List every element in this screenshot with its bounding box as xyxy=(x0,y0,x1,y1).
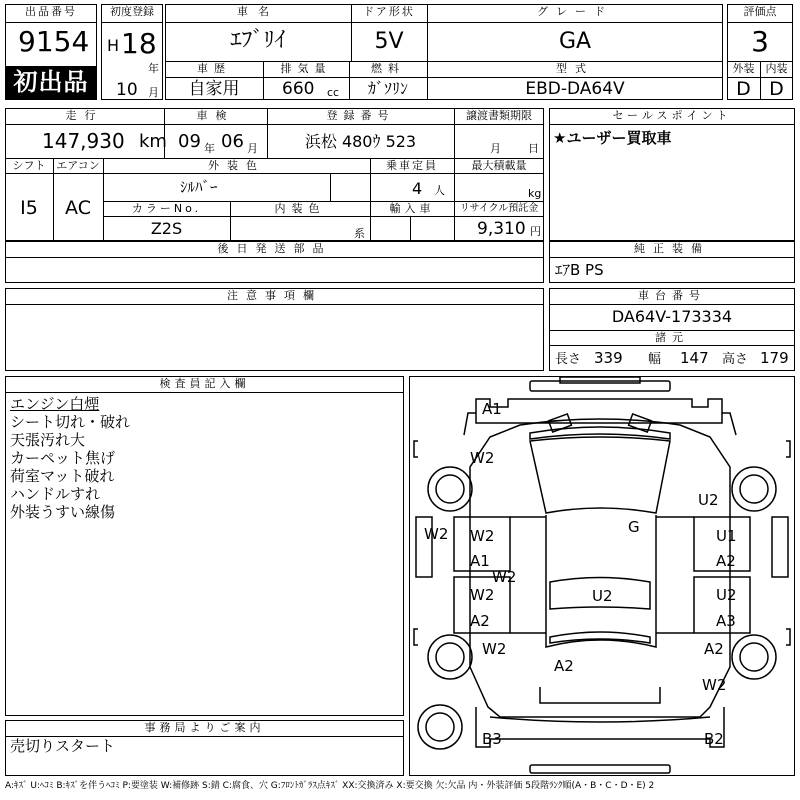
ext-color: ｼﾙﾊﾞｰ xyxy=(180,178,218,196)
front-right-wheel xyxy=(732,467,776,511)
rear-right-wheel xyxy=(732,635,776,679)
door-label: ドア形状 xyxy=(363,5,415,18)
inspector-note: ハンドルすれ xyxy=(10,485,101,503)
mark-right-front-door-2: A2 xyxy=(716,552,736,570)
later-parts-label: 後日発送部品 xyxy=(217,242,332,255)
rear-left-wheel xyxy=(428,635,472,679)
grade-label: グレード xyxy=(537,5,613,18)
length-label: 長さ xyxy=(555,352,582,367)
inspection-year-unit: 年 xyxy=(204,142,215,155)
ac-label: エアコン xyxy=(56,159,100,172)
lot-number: 9154 xyxy=(18,25,90,58)
legend: A:ｷｽﾞ U:ﾍｺﾐ B:ｷｽﾞを伴うﾍｺﾐ P:要塗装 W:補修跡 S:錆 C:腐食、穴 G:ﾌﾛﾝﾄｶﾞﾗｽ点ｷｽﾞ XX:交換済み X:要交換 欠:欠品 内・外装評価 5段階ﾗﾝｸ順(A・B・C・D・E) 2 xyxy=(5,781,655,791)
mark-left-front-door-2: A1 xyxy=(470,552,490,570)
chassis-label: 車台番号 xyxy=(638,289,706,302)
cabin-shape xyxy=(530,437,670,513)
month-unit: 月 xyxy=(148,86,159,99)
width-value: 147 xyxy=(680,349,709,367)
year-unit: 年 xyxy=(148,62,159,75)
history-label: 車歴 xyxy=(197,62,231,75)
load-label: 最大積載量 xyxy=(471,159,527,172)
fuel: ｶﾞｿﾘﾝ xyxy=(367,79,408,98)
plate-number: 浜松 480ｳ 523 xyxy=(304,132,417,151)
mark-roof: U2 xyxy=(592,587,613,605)
mark-left-sill: W2 xyxy=(492,568,517,586)
spare-wheel xyxy=(418,705,462,749)
displacement-label: 排気量 xyxy=(280,62,332,75)
mark-left-rear-door-1: W2 xyxy=(470,586,495,604)
displacement: 660 xyxy=(282,79,315,99)
air-conditioner: AC xyxy=(65,197,91,219)
exterior-label: 外装 xyxy=(732,62,755,75)
load-unit: kg xyxy=(528,187,542,200)
inspector-note: シート切れ・破れ xyxy=(10,413,131,431)
transfer-day-unit: 日 xyxy=(528,142,539,155)
rear-bumper-shape xyxy=(530,765,670,773)
int-color-unit: 系 xyxy=(354,227,365,240)
chassis-number: DA64V-173334 xyxy=(611,307,733,326)
sales-point: ★ユーザー買取車 xyxy=(553,129,672,147)
mark-right-rear-fender: A2 xyxy=(704,640,724,658)
mark-rear-right: B2 xyxy=(704,730,724,748)
width-label: 幅 xyxy=(648,352,662,367)
mileage-grid xyxy=(5,108,544,241)
int-color-label: 内装色 xyxy=(274,202,326,215)
recycle-label: リサイクル預託金 xyxy=(459,203,539,214)
interior-grade: D xyxy=(769,78,784,100)
length-value: 339 xyxy=(594,349,623,367)
interior-label: 内装 xyxy=(765,62,788,75)
mark-front-right-fender: U2 xyxy=(698,491,719,509)
car-name-label: 車名 xyxy=(237,5,279,18)
grade: GA xyxy=(558,29,592,54)
inspector-notes xyxy=(10,395,130,521)
exterior-grade: D xyxy=(736,78,751,100)
first-reg-month: 10 xyxy=(116,80,138,100)
displacement-unit: cc xyxy=(327,86,340,99)
mark-right-front-door-1: U1 xyxy=(716,527,737,545)
first-listing-badge: 初出品 xyxy=(6,66,96,99)
equipment-label: 純正装備 xyxy=(634,242,710,255)
car-name: ｴﾌﾞﾘｲ xyxy=(230,28,286,53)
inspection-month: 06 xyxy=(221,131,244,152)
plate-label: 登録番号 xyxy=(326,109,395,122)
transfer-label: 譲渡書類期限 xyxy=(466,109,532,122)
mark-rear-left: B3 xyxy=(482,730,502,748)
door-type: 5V xyxy=(374,29,404,54)
sales-point-box xyxy=(549,108,795,241)
import-label: 輸入車 xyxy=(389,202,435,215)
score: 3 xyxy=(751,25,769,58)
history: 自家用 xyxy=(188,79,240,99)
color-number: Z2S xyxy=(150,219,183,238)
mark-left-rear-fender: W2 xyxy=(482,640,507,658)
mark-left-front-door-1: W2 xyxy=(470,527,495,545)
mark-right-rear-door-2: A3 xyxy=(716,612,736,630)
inspector-note: カーペット焦げ xyxy=(10,449,116,467)
inspection-year: 09 xyxy=(178,131,201,152)
color-no-label: カラーNo. xyxy=(131,202,202,215)
height-value: 179 xyxy=(760,349,789,367)
notes-label: 注意事項欄 xyxy=(227,289,322,302)
shift: I5 xyxy=(20,197,38,219)
car-diagram-svg xyxy=(410,377,794,775)
capacity-unit: 人 xyxy=(434,184,445,197)
inspector-note: 天張汚れ大 xyxy=(10,431,86,449)
dims-label: 諸元 xyxy=(655,331,689,344)
inspector-note: エンジン白煙 xyxy=(10,395,100,413)
mileage: 147,930 xyxy=(42,129,125,153)
sales-point-label: セールスポイント xyxy=(612,109,732,122)
mark-left-side-front: W2 xyxy=(424,525,449,543)
inspection-label: 車検 xyxy=(196,109,235,122)
mark-right-rear-door-1: U2 xyxy=(716,586,737,604)
first-reg-label: 初度登録 xyxy=(110,5,154,18)
model: EBD-DA64V xyxy=(525,79,625,99)
first-reg-year: 18 xyxy=(121,27,157,60)
equipment: ｴｱB PS xyxy=(555,261,604,279)
inspection-month-unit: 月 xyxy=(247,142,258,155)
right-side-panel xyxy=(772,517,788,577)
office-text: 売切りスタート xyxy=(10,737,116,755)
transfer-month-unit: 月 xyxy=(490,142,501,155)
capacity-label: 乗車定員 xyxy=(386,159,438,172)
inspector-label: 検査員記入欄 xyxy=(159,377,250,390)
recycle-unit: 円 xyxy=(530,225,541,238)
capacity: 4 xyxy=(412,179,423,198)
mark-front-left-fender: W2 xyxy=(470,449,495,467)
mark-right-rear-corner: W2 xyxy=(702,676,727,694)
score-label: 評価点 xyxy=(743,5,777,18)
inspector-note: 外装うすい線傷 xyxy=(10,503,116,521)
mark-left-rear-door-2: A2 xyxy=(470,612,490,630)
mark-windshield: G xyxy=(628,518,640,536)
mark-rear-roof: A2 xyxy=(554,657,574,675)
era: H xyxy=(107,36,120,55)
height-label: 高さ xyxy=(722,352,749,367)
damage-diagram xyxy=(409,376,795,776)
model-label: 型式 xyxy=(556,62,594,75)
shift-label: シフト xyxy=(12,159,46,172)
mark-roof-front: A1 xyxy=(482,400,502,418)
recycle-fee: 9,310 xyxy=(477,219,526,239)
inspector-note: 荷室マット破れ xyxy=(10,467,115,485)
ext-color-label: 外装色 xyxy=(208,159,265,172)
front-left-wheel xyxy=(428,467,472,511)
fuel-label: 燃料 xyxy=(371,62,405,75)
lot-number-label: 出品番号 xyxy=(25,5,77,18)
mileage-label: 走行 xyxy=(65,109,104,122)
office-label: 事務局よりご案内 xyxy=(144,721,265,734)
mileage-unit: km xyxy=(139,131,167,152)
